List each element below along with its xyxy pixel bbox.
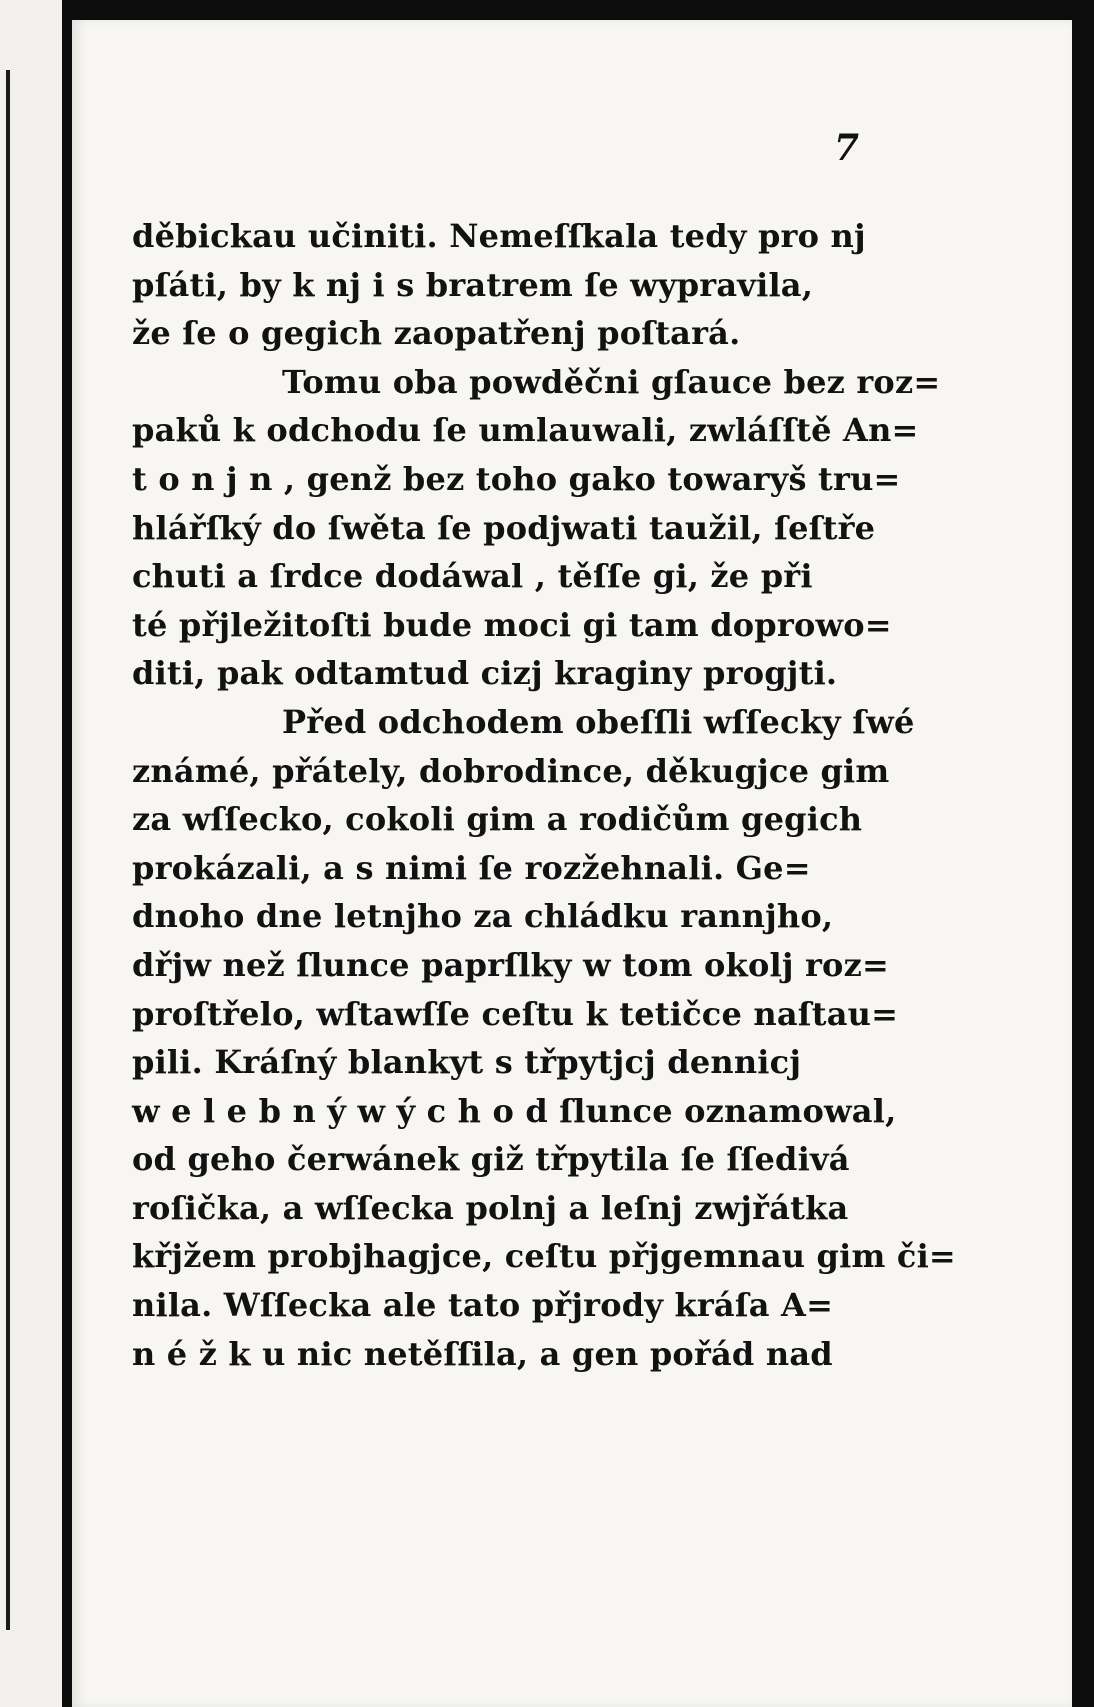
text-line: za wſſecko, cokoli gim a rodičům gegich [132,800,863,839]
text-line: chuti a ſrdce dodáwal , těſſe gi, že při [132,557,813,596]
page-number: 7 [834,127,860,169]
page-text-block [132,212,956,1378]
text-line: diti, pak odtamtud cizj kraginy progjti. [132,654,838,693]
text-line: od geho čerwánek giž třpytila ſe ſſedivá [132,1140,850,1179]
page-edge-rule [6,70,10,1630]
text-line: že ſe o gegich zaopatřenj poſtará. [132,314,741,353]
text-line: roſička, a wſſecka polnj a leſnj zwjřátka [132,1188,849,1227]
text-line: paků k odchodu ſe umlauwali, zwláſſtě An= [132,411,919,450]
text-line: proſtřelo, wſtawſſe ceſtu k tetičce naſtau= [132,994,899,1033]
text-line: křjžem probjhagjce, ceſtu přjgemnau gim či= [132,1237,956,1276]
book-gutter [62,0,72,1707]
text-line: n é ž k u nic netěſſila, a gen pořád nad [132,1334,833,1373]
text-line: pſáti, by k nj i s bratrem ſe wypravila, [132,265,814,304]
text-line: pili. Kráſný blankyt s třpytjcj dennicj [132,1043,802,1082]
text-line: dřjw než ſlunce paprſlky w tom okolj roz= [132,945,889,984]
text-line: prokázali, a s nimi ſe rozžehnali. Ge= [132,848,811,887]
text-line: dnoho dne letnjho za chládku rannjho, [132,897,834,936]
text-line: děbickau učiniti. Nemeſſkala tedy pro nj [132,217,866,255]
text-line: t o n j n , genž bez toho gako towaryš tru= [132,459,901,498]
text-line: hlářſký do ſwěta ſe podjwati taužil, ſeſtře [132,508,876,547]
text-line: známé, přátely, dobrodince, děkugjce gim [132,751,890,790]
scan-border [1072,0,1094,1707]
book-page [72,20,1072,1707]
text-line: Tomu oba powděčni gſauce bez roz= [282,362,941,401]
text-line: té přjležitoſti bude moci gi tam doprowo= [132,605,892,644]
text-line: nila. Wſſecka ale tato přjrody kráſa A= [132,1286,834,1325]
text-line: w e l e b n ý w ý c h o d ſlunce oznamowal, [132,1091,897,1130]
text-line: Před odchodem obeſſli wſſecky ſwé [282,702,915,741]
